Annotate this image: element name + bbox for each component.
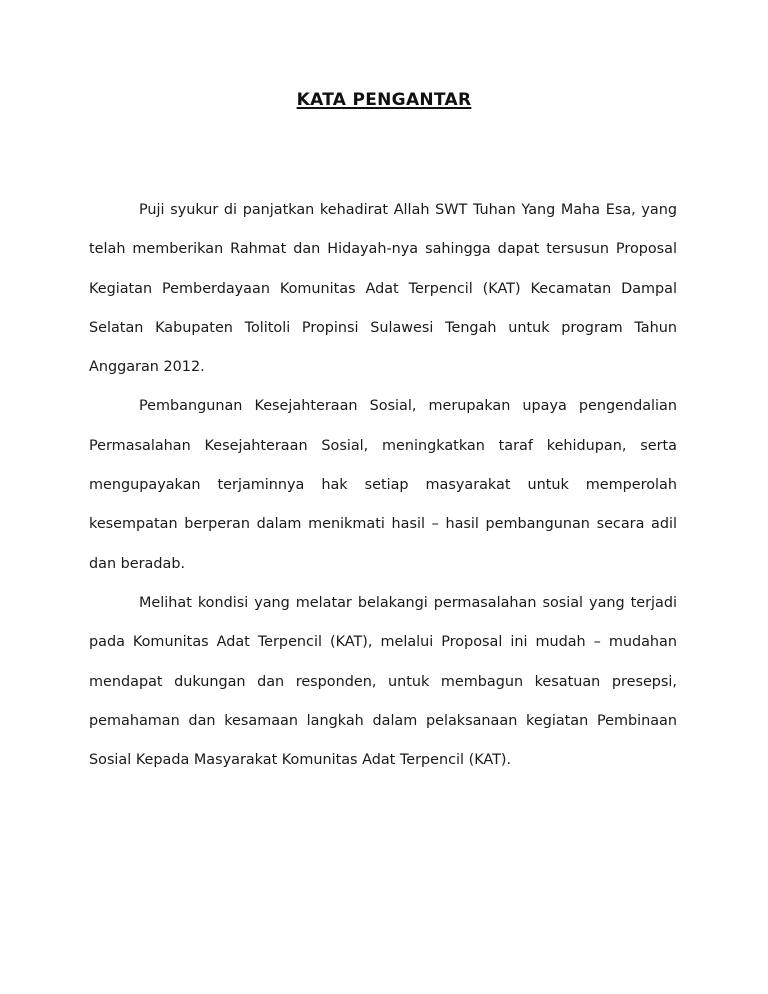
page-title: KATA PENGANTAR xyxy=(296,90,472,110)
paragraph-1: Puji syukur di panjatkan kehadirat Allah SWT Tuhan Yang Maha Esa, yang telah memberikan Rahmat dan Hidayah-nya sahingga dapat tersusun Proposal Kegiatan Pemberdayaan Komunitas Adat Terpencil (KAT) Kecamatan Dampal Selatan Kabupaten Tolitoli Propinsi Sulawesi Tengah untuk program Tahun Anggaran 2012. xyxy=(89,202,677,376)
paragraph-2: Pembangunan Kesejahteraan Sosial, merupakan upaya pengendalian Permasalahan Kesejahteraan Sosial, meningkatkan taraf kehidupan, serta mengupayakan terjaminnya hak setiap masyarakat untuk memperolah kesempatan berperan dalam menikmati hasil – hasil pembangunan secara adil dan beradab. xyxy=(89,398,677,572)
document-body xyxy=(89,191,677,780)
paragraph-3: Melihat kondisi yang melatar belakangi permasalahan sosial yang terjadi pada Komunitas Adat Terpencil (KAT), melalui Proposal ini mudah – mudahan mendapat dukungan dan responden, untuk membagun kesatuan presepsi, pemahaman dan kesamaan langkah dalam pelaksanaan kegiatan Pembinaan Sosial Kepada Masyarakat Komunitas Adat Terpencil (KAT). xyxy=(89,594,677,769)
